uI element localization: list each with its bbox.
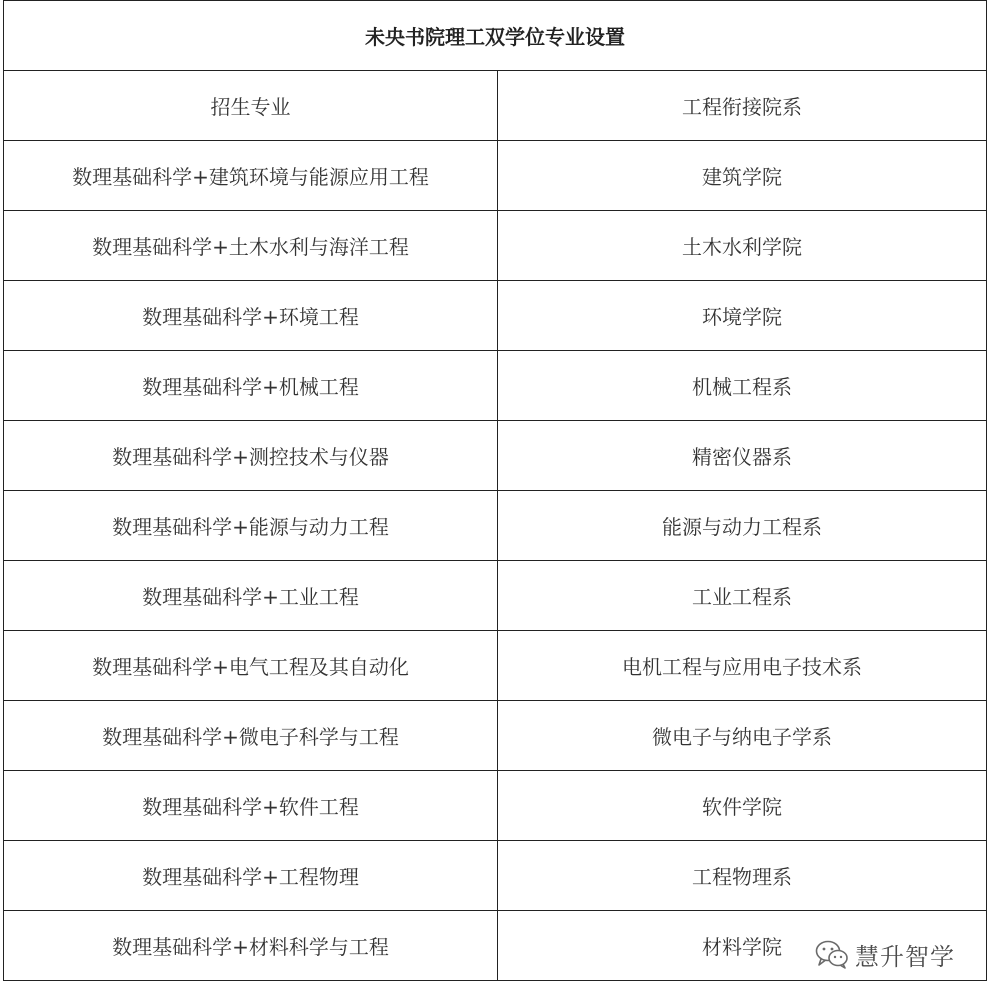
table-row — [4, 211, 987, 281]
table-row — [4, 491, 987, 561]
major-cell: 数理基础科学+建筑环境与能源应用工程 — [4, 141, 498, 211]
wechat-icon — [815, 939, 849, 969]
table-row — [4, 841, 987, 911]
major-cell: 数理基础科学+电气工程及其自动化 — [4, 631, 498, 701]
table-row — [4, 141, 987, 211]
majors-table — [3, 0, 987, 981]
table-row — [4, 561, 987, 631]
department-cell: 能源与动力工程系 — [498, 491, 987, 561]
major-cell: 数理基础科学+测控技术与仪器 — [4, 421, 498, 491]
department-cell: 精密仪器系 — [498, 421, 987, 491]
column-header-department: 工程衔接院系 — [498, 71, 987, 141]
department-cell: 工业工程系 — [498, 561, 987, 631]
department-cell: 建筑学院 — [498, 141, 987, 211]
watermark — [815, 936, 955, 972]
table-body — [4, 71, 987, 981]
header-row — [4, 71, 987, 141]
department-cell: 土木水利学院 — [498, 211, 987, 281]
major-cell: 数理基础科学+材料科学与工程 — [4, 911, 498, 981]
table-row — [4, 771, 987, 841]
title-row — [4, 1, 987, 71]
major-cell: 数理基础科学+环境工程 — [4, 281, 498, 351]
department-cell: 电机工程与应用电子技术系 — [498, 631, 987, 701]
department-cell: 微电子与纳电子学系 — [498, 701, 987, 771]
department-cell: 材料学院 — [498, 911, 987, 981]
majors-sheet — [3, 0, 986, 981]
table-row — [4, 421, 987, 491]
watermark-text: 慧升智学 — [855, 942, 955, 971]
table-row — [4, 281, 987, 351]
major-cell: 数理基础科学+软件工程 — [4, 771, 498, 841]
department-cell: 机械工程系 — [498, 351, 987, 421]
major-cell: 数理基础科学+微电子科学与工程 — [4, 701, 498, 771]
major-cell: 数理基础科学+土木水利与海洋工程 — [4, 211, 498, 281]
major-cell: 数理基础科学+工程物理 — [4, 841, 498, 911]
major-cell: 数理基础科学+工业工程 — [4, 561, 498, 631]
table-row — [4, 631, 987, 701]
column-header-major: 招生专业 — [4, 71, 498, 141]
table-title: 未央书院理工双学位专业设置 — [4, 1, 987, 71]
table-row — [4, 701, 987, 771]
department-cell: 工程物理系 — [498, 841, 987, 911]
table-row — [4, 351, 987, 421]
major-cell: 数理基础科学+机械工程 — [4, 351, 498, 421]
department-cell: 环境学院 — [498, 281, 987, 351]
department-cell: 软件学院 — [498, 771, 987, 841]
major-cell: 数理基础科学+能源与动力工程 — [4, 491, 498, 561]
